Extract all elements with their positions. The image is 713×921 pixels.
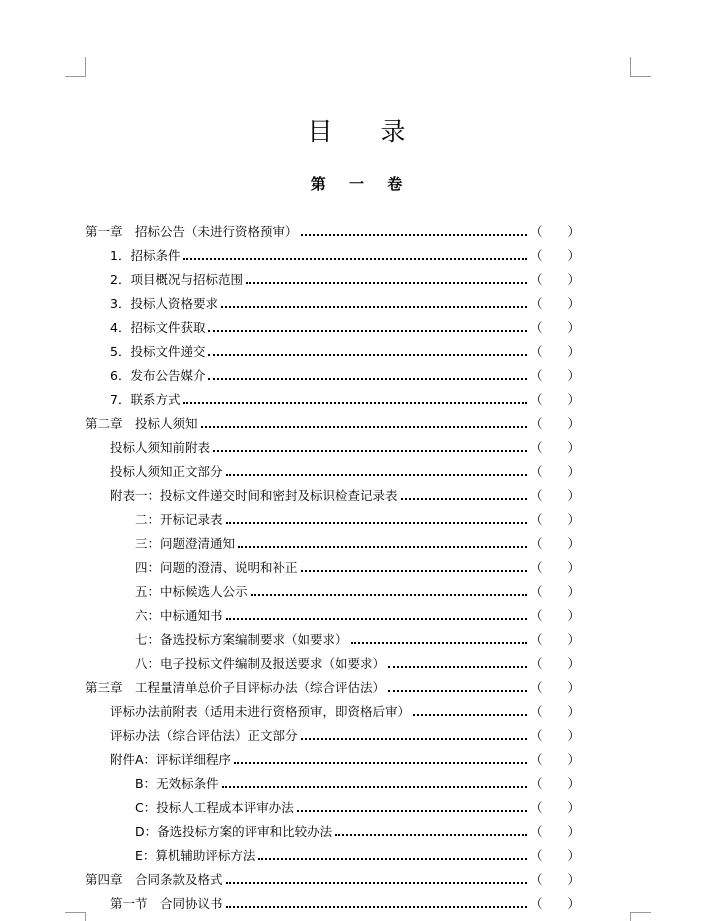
toc-page-number: （ ） [529, 512, 580, 527]
toc-entry[interactable] [110, 725, 580, 747]
toc-entry[interactable] [135, 821, 580, 843]
toc-entry[interactable] [135, 629, 580, 651]
toc-page-number: （ ） [529, 584, 580, 599]
toc-entry[interactable] [135, 773, 580, 795]
toc-entry-label: D：备选投标方案的评审和比较办法 [135, 824, 333, 839]
volume-title: 第 一 卷 [310, 175, 412, 193]
toc-entry-label: 7．联系方式 [110, 392, 181, 407]
toc-entry-label: 第四章 合同条款及格式 [85, 872, 223, 887]
toc-dot-leader [183, 401, 527, 404]
toc-dot-leader [246, 281, 527, 284]
toc-dot-leader [413, 713, 527, 716]
crop-mark-bottom-right-v [630, 912, 631, 921]
toc-entry[interactable] [110, 437, 580, 459]
toc-dot-leader [335, 833, 527, 836]
toc-page-number: （ ） [529, 800, 580, 815]
toc-dot-leader [301, 233, 527, 236]
toc-dot-leader [297, 809, 527, 812]
toc-dot-leader [238, 545, 527, 548]
toc-entry[interactable] [110, 749, 580, 771]
toc-entry[interactable] [135, 797, 580, 819]
toc-dot-leader [208, 353, 527, 356]
toc-entry[interactable] [135, 557, 580, 579]
toc-entry-label: 5．投标文件递交 [110, 344, 206, 359]
toc-dot-leader [226, 521, 527, 524]
toc-page-number: （ ） [529, 632, 580, 647]
toc-dot-leader [234, 761, 527, 764]
toc-entry[interactable] [135, 533, 580, 555]
toc-entry-label: E：算机辅助评标方法 [135, 848, 256, 863]
toc-entry-label: 评标办法（综合评估法）正文部分 [110, 728, 298, 743]
toc-entry-label: 八：电子投标文件编制及报送要求（如要求） [135, 656, 386, 671]
toc-entry[interactable] [135, 845, 580, 867]
toc-entry[interactable] [85, 221, 580, 243]
toc-dot-leader [201, 425, 527, 428]
toc-page-number: （ ） [529, 464, 580, 479]
crop-mark-top-left-h [65, 76, 86, 77]
toc-entry[interactable] [110, 893, 580, 915]
toc-entry-label: 四：问题的澄清、说明和补正 [135, 560, 298, 575]
toc-dot-leader [301, 569, 527, 572]
toc-entry[interactable] [110, 317, 580, 339]
toc-dot-leader [221, 305, 527, 308]
toc-entry-label: 第三章 工程量清单总价子目评标办法（综合评估法） [85, 680, 386, 695]
toc-dot-leader [222, 785, 527, 788]
toc-dot-leader [226, 473, 527, 476]
crop-mark-bottom-left-h [65, 912, 86, 913]
crop-mark-bottom-left-v [85, 912, 86, 921]
toc-entry-label: 投标人须知前附表 [110, 440, 211, 455]
toc-entry-label: 投标人须知正文部分 [110, 464, 223, 479]
toc-entry-label: 第一节 合同协议书 [110, 896, 223, 911]
crop-mark-top-right-v [630, 57, 631, 77]
toc-dot-leader [388, 689, 527, 692]
toc-entry[interactable] [135, 605, 580, 627]
toc-entry-label: 1．招标条件 [110, 248, 181, 263]
toc-dot-leader [351, 641, 527, 644]
toc-page-number: （ ） [529, 488, 580, 503]
toc-entry[interactable] [85, 413, 580, 435]
toc-entry-label: 第二章 投标人须知 [85, 416, 198, 431]
toc-dot-leader [208, 377, 527, 380]
toc-page-number: （ ） [529, 608, 580, 623]
toc-page-number: （ ） [529, 824, 580, 839]
toc-dot-leader [401, 497, 527, 500]
toc-entry[interactable] [110, 365, 580, 387]
toc-page-number: （ ） [529, 848, 580, 863]
toc-entry-label: 五：中标候选人公示 [135, 584, 248, 599]
toc-entry[interactable] [85, 869, 580, 891]
toc-entry-label: 七：备选投标方案编制要求（如要求） [135, 632, 348, 647]
toc-page-number: （ ） [529, 248, 580, 263]
toc-page-number: （ ） [529, 440, 580, 455]
toc-page-number: （ ） [529, 296, 580, 311]
toc-entry-label: 附表一：投标文件递交时间和密封及标识检查记录表 [110, 488, 398, 503]
toc-dot-leader [208, 329, 527, 332]
crop-mark-top-left-v [85, 57, 86, 77]
toc-page-number: （ ） [529, 872, 580, 887]
toc-entry[interactable] [110, 485, 580, 507]
crop-mark-bottom-right-h [630, 912, 651, 913]
toc-page-number: （ ） [529, 680, 580, 695]
toc-page-number: （ ） [529, 272, 580, 287]
toc-entry[interactable] [110, 461, 580, 483]
toc-dot-leader [226, 881, 527, 884]
toc-page-number: （ ） [529, 704, 580, 719]
toc-entry-label: 6．发布公告媒介 [110, 368, 206, 383]
crop-mark-top-right-h [630, 76, 651, 77]
toc-dot-leader [213, 449, 527, 452]
toc-entry-label: 三：问题澄清通知 [135, 536, 236, 551]
toc-entry[interactable] [135, 509, 580, 531]
toc-page-number: （ ） [529, 752, 580, 767]
toc-entry-label: 4．招标文件获取 [110, 320, 206, 335]
toc-entry-label: 评标办法前附表（适用未进行资格预审，即资格后审） [110, 704, 411, 719]
toc-entry[interactable] [110, 701, 580, 723]
toc-page-number: （ ） [529, 896, 580, 911]
toc-dot-leader [388, 665, 527, 668]
toc-page-number: （ ） [529, 392, 580, 407]
toc-entry-label: 2．项目概况与招标范围 [110, 272, 243, 287]
toc-page-number: （ ） [529, 416, 580, 431]
toc-entry-label: C：投标人工程成本评审办法 [135, 800, 294, 815]
toc-entry[interactable] [85, 677, 580, 699]
toc-dot-leader [183, 257, 527, 260]
toc-page-number: （ ） [529, 344, 580, 359]
toc-entry[interactable] [110, 269, 580, 291]
toc-entry[interactable] [110, 245, 580, 267]
toc-entry-label: 附件A：评标详细程序 [110, 752, 232, 767]
toc-dot-leader [226, 617, 527, 620]
toc-entry-label: 二：开标记录表 [135, 512, 223, 527]
toc-entry-label: 3．投标人资格要求 [110, 296, 218, 311]
toc-dot-leader [301, 737, 527, 740]
toc-page-number: （ ） [529, 560, 580, 575]
toc-page-number: （ ） [529, 656, 580, 671]
toc-dot-leader [258, 857, 527, 860]
toc-entry[interactable] [135, 581, 580, 603]
toc-page-number: （ ） [529, 320, 580, 335]
toc-page-number: （ ） [529, 728, 580, 743]
toc-entry[interactable] [110, 341, 580, 363]
toc-page-number: （ ） [529, 536, 580, 551]
toc-entry-label: B：无效标条件 [135, 776, 219, 791]
toc-entry[interactable] [135, 653, 580, 675]
toc-page-number: （ ） [529, 776, 580, 791]
toc-dot-leader [226, 905, 527, 908]
toc-entry-label: 第一章 招标公告（未进行资格预审） [85, 224, 298, 239]
toc-dot-leader [251, 593, 527, 596]
document-title: 目 录 [307, 117, 426, 146]
toc-page-number: （ ） [529, 368, 580, 383]
toc-entry[interactable] [110, 389, 580, 411]
toc-entry-label: 六：中标通知书 [135, 608, 223, 623]
toc-page-number: （ ） [529, 224, 580, 239]
toc-entry[interactable] [110, 293, 580, 315]
